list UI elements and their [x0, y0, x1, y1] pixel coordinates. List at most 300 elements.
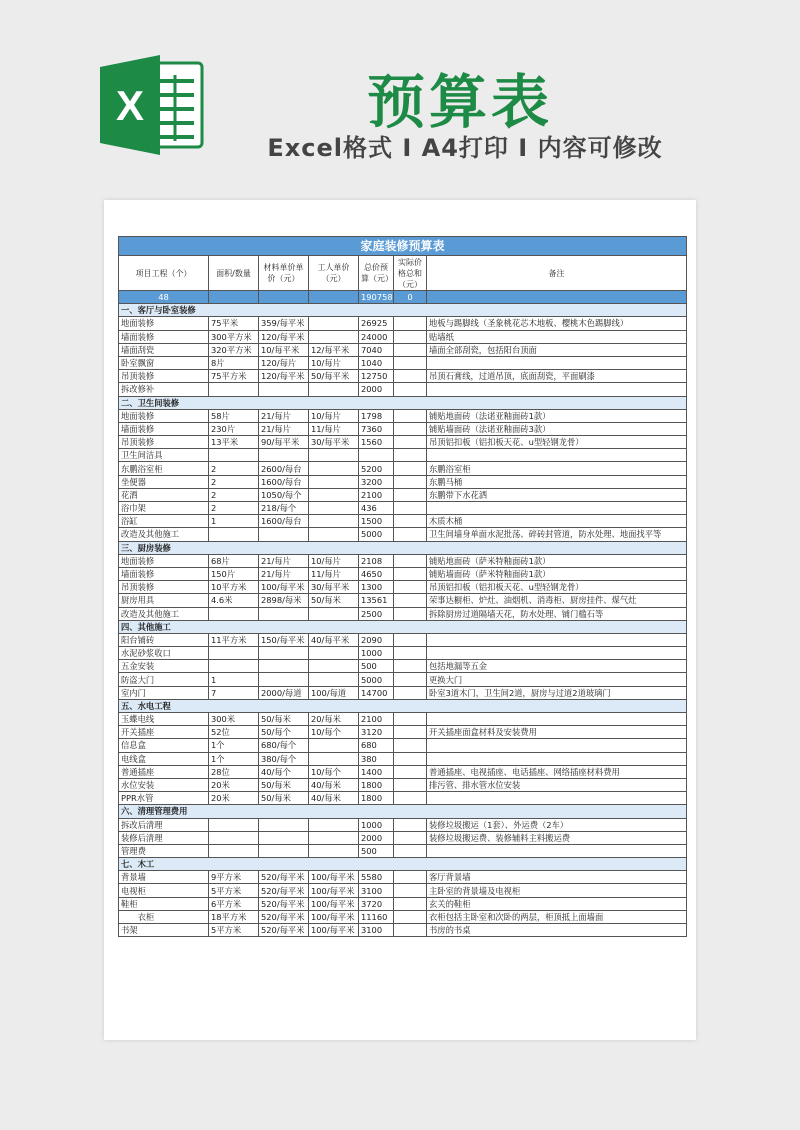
table-cell[interactable]: 卫生间洁具: [119, 449, 209, 462]
section-title[interactable]: 二、卫生间装修: [119, 396, 687, 409]
table-cell[interactable]: 230片: [209, 422, 259, 435]
table-cell[interactable]: 100/每平米: [309, 871, 359, 884]
table-cell[interactable]: 20/每米: [309, 713, 359, 726]
table-cell[interactable]: [394, 924, 427, 937]
table-cell[interactable]: 铺贴地面砖（萨米特釉面砖1款）: [427, 554, 687, 567]
table-cell[interactable]: 1040: [359, 356, 394, 369]
table-cell[interactable]: 拆除厨房过道隔墙天花，防水处理、铺门槛石等: [427, 607, 687, 620]
table-cell[interactable]: [394, 567, 427, 580]
table-cell[interactable]: 3200: [359, 475, 394, 488]
table-cell[interactable]: 1个: [209, 739, 259, 752]
table-cell[interactable]: 120/每平米: [259, 370, 309, 383]
table-cell[interactable]: 2500: [359, 607, 394, 620]
table-cell[interactable]: 2: [209, 462, 259, 475]
table-cell[interactable]: 150/每平米: [259, 633, 309, 646]
table-cell[interactable]: [394, 673, 427, 686]
table-cell[interactable]: 520/每平米: [259, 884, 309, 897]
table-cell[interactable]: 排污管、排水管水位安装: [427, 778, 687, 791]
table-cell[interactable]: 24000: [359, 330, 394, 343]
table-cell[interactable]: [259, 844, 309, 857]
table-cell[interactable]: 9平方米: [209, 871, 259, 884]
table-cell[interactable]: 2: [209, 475, 259, 488]
table-cell[interactable]: [309, 488, 359, 501]
table-cell[interactable]: 7040: [359, 343, 394, 356]
table-cell[interactable]: 室内门: [119, 686, 209, 699]
table-cell[interactable]: 2100: [359, 488, 394, 501]
total-cell[interactable]: 190758: [359, 291, 394, 304]
column-header[interactable]: 材料单价单价（元）: [259, 256, 309, 291]
table-cell[interactable]: [427, 356, 687, 369]
table-cell[interactable]: 20米: [209, 778, 259, 791]
table-cell[interactable]: 装修垃圾搬运费、装修辅料主料搬运费: [427, 831, 687, 844]
table-cell[interactable]: [209, 647, 259, 660]
table-cell[interactable]: [359, 449, 394, 462]
table-cell[interactable]: 地面装修: [119, 554, 209, 567]
table-cell[interactable]: 3100: [359, 884, 394, 897]
table-cell[interactable]: 衣柜包括主卧室和次卧的两层，柜顶抵上面墙面: [427, 910, 687, 923]
table-cell[interactable]: 1800: [359, 792, 394, 805]
table-cell[interactable]: [394, 422, 427, 435]
table-cell[interactable]: 管理费: [119, 844, 209, 857]
table-cell[interactable]: 2090: [359, 633, 394, 646]
table-cell[interactable]: 2100: [359, 713, 394, 726]
table-cell[interactable]: 铺贴墙面砖（法诺亚釉面砖3款）: [427, 422, 687, 435]
table-cell[interactable]: 380/每个: [259, 752, 309, 765]
table-cell[interactable]: 东鹏带下水花洒: [427, 488, 687, 501]
table-cell[interactable]: 5000: [359, 673, 394, 686]
total-cell[interactable]: [209, 291, 259, 304]
table-cell[interactable]: [209, 449, 259, 462]
table-cell[interactable]: [394, 752, 427, 765]
table-cell[interactable]: [394, 778, 427, 791]
table-cell[interactable]: 20米: [209, 792, 259, 805]
table-cell[interactable]: 1300: [359, 581, 394, 594]
table-cell[interactable]: [394, 844, 427, 857]
table-cell[interactable]: 5平方米: [209, 884, 259, 897]
table-cell[interactable]: [394, 343, 427, 356]
table-cell[interactable]: [394, 633, 427, 646]
table-cell[interactable]: 吊顶装修: [119, 370, 209, 383]
table-cell[interactable]: 贴墙纸: [427, 330, 687, 343]
table-cell[interactable]: 100/每平米: [309, 910, 359, 923]
table-cell[interactable]: [309, 673, 359, 686]
table-cell[interactable]: 普通插座: [119, 765, 209, 778]
table-cell[interactable]: 11/每片: [309, 567, 359, 580]
table-cell[interactable]: 13561: [359, 594, 394, 607]
table-cell[interactable]: 21/每片: [259, 409, 309, 422]
table-cell[interactable]: 吊顶石膏线，过道吊顶，底面刮瓷，平面刷漆: [427, 370, 687, 383]
column-header[interactable]: 总价预算（元）: [359, 256, 394, 291]
table-cell[interactable]: [309, 317, 359, 330]
table-cell[interactable]: [309, 330, 359, 343]
table-cell[interactable]: 18平方米: [209, 910, 259, 923]
table-cell[interactable]: 4.6米: [209, 594, 259, 607]
table-cell[interactable]: 1: [209, 515, 259, 528]
table-cell[interactable]: 21/每片: [259, 554, 309, 567]
table-cell[interactable]: 铺贴墙面砖（萨米特釉面砖1款）: [427, 567, 687, 580]
table-cell[interactable]: [309, 607, 359, 620]
table-cell[interactable]: [209, 818, 259, 831]
table-cell[interactable]: 10/每片: [309, 356, 359, 369]
table-cell[interactable]: [394, 897, 427, 910]
column-header[interactable]: 面积/数量: [209, 256, 259, 291]
table-cell[interactable]: [394, 910, 427, 923]
table-cell[interactable]: [394, 317, 427, 330]
table-cell[interactable]: [427, 647, 687, 660]
table-cell[interactable]: 500: [359, 660, 394, 673]
table-cell[interactable]: [209, 844, 259, 857]
table-cell[interactable]: 100/每平米: [309, 897, 359, 910]
table-cell[interactable]: 520/每平米: [259, 897, 309, 910]
table-cell[interactable]: [394, 370, 427, 383]
section-title[interactable]: 六、清理管理费用: [119, 805, 687, 818]
table-cell[interactable]: [309, 818, 359, 831]
table-cell[interactable]: 13平米: [209, 436, 259, 449]
table-cell[interactable]: 120/每片: [259, 356, 309, 369]
section-title[interactable]: 三、厨房装修: [119, 541, 687, 554]
table-cell[interactable]: [259, 818, 309, 831]
table-cell[interactable]: 背景墙: [119, 871, 209, 884]
table-cell[interactable]: [259, 660, 309, 673]
table-cell[interactable]: [427, 844, 687, 857]
table-cell[interactable]: [309, 475, 359, 488]
total-cell[interactable]: [259, 291, 309, 304]
table-cell[interactable]: 普通插座、电视插座、电话插座、网络插座材料费用: [427, 765, 687, 778]
table-cell[interactable]: 26925: [359, 317, 394, 330]
table-cell[interactable]: [394, 831, 427, 844]
table-cell[interactable]: 1800: [359, 778, 394, 791]
table-cell[interactable]: 500: [359, 844, 394, 857]
table-cell[interactable]: 五金安装: [119, 660, 209, 673]
table-cell[interactable]: [394, 818, 427, 831]
table-cell[interactable]: [259, 528, 309, 541]
table-cell[interactable]: [259, 647, 309, 660]
table-cell[interactable]: 阳台铺砖: [119, 633, 209, 646]
table-cell[interactable]: 木质木桶: [427, 515, 687, 528]
table-cell[interactable]: [394, 871, 427, 884]
table-cell[interactable]: [427, 713, 687, 726]
table-cell[interactable]: 150片: [209, 567, 259, 580]
table-cell[interactable]: 10/每平米: [259, 343, 309, 356]
table-cell[interactable]: 300米: [209, 713, 259, 726]
table-cell[interactable]: [309, 502, 359, 515]
table-cell[interactable]: 2: [209, 488, 259, 501]
table-cell[interactable]: 520/每平米: [259, 910, 309, 923]
table-cell[interactable]: 50/每米: [259, 792, 309, 805]
table-cell[interactable]: 东鹏浴室柜: [427, 462, 687, 475]
table-cell[interactable]: 1600/每台: [259, 515, 309, 528]
table-cell[interactable]: 浴缸: [119, 515, 209, 528]
table-cell[interactable]: 8片: [209, 356, 259, 369]
table-cell[interactable]: 30/每平米: [309, 436, 359, 449]
table-cell[interactable]: 3120: [359, 726, 394, 739]
table-cell[interactable]: 客厅背景墙: [427, 871, 687, 884]
table-cell[interactable]: 墙面装修: [119, 422, 209, 435]
table-cell[interactable]: [394, 554, 427, 567]
table-cell[interactable]: 墙面刮瓷: [119, 343, 209, 356]
table-cell[interactable]: 花洒: [119, 488, 209, 501]
table-cell[interactable]: 11平方米: [209, 633, 259, 646]
table-cell[interactable]: 铺贴地面砖（法诺亚釉面砖1款）: [427, 409, 687, 422]
table-cell[interactable]: 50/每米: [309, 594, 359, 607]
table-cell[interactable]: 75平米: [209, 317, 259, 330]
table-cell[interactable]: 装修垃圾搬运（1套）、外运费（2车）: [427, 818, 687, 831]
table-cell[interactable]: [259, 831, 309, 844]
table-cell[interactable]: 书架: [119, 924, 209, 937]
table-cell[interactable]: 520/每平米: [259, 871, 309, 884]
table-cell[interactable]: [394, 462, 427, 475]
total-cell[interactable]: 0: [394, 291, 427, 304]
table-cell[interactable]: 4650: [359, 567, 394, 580]
table-cell[interactable]: [394, 792, 427, 805]
table-cell[interactable]: 11160: [359, 910, 394, 923]
total-cell[interactable]: [427, 291, 687, 304]
table-cell[interactable]: [309, 449, 359, 462]
table-cell[interactable]: 信息盒: [119, 739, 209, 752]
table-cell[interactable]: 地面装修: [119, 317, 209, 330]
column-header[interactable]: 实际价格总和（元）: [394, 256, 427, 291]
table-cell[interactable]: 鞋柜: [119, 897, 209, 910]
table-cell[interactable]: [394, 409, 427, 422]
total-cell[interactable]: 48: [119, 291, 209, 304]
table-cell[interactable]: [209, 831, 259, 844]
table-cell[interactable]: 衣柜: [119, 910, 209, 923]
table-cell[interactable]: 装修后清理: [119, 831, 209, 844]
table-cell[interactable]: 水位安装: [119, 778, 209, 791]
table-cell[interactable]: 2000: [359, 831, 394, 844]
table-cell[interactable]: [427, 633, 687, 646]
table-cell[interactable]: [394, 383, 427, 396]
table-cell[interactable]: 5000: [359, 528, 394, 541]
table-cell[interactable]: [309, 660, 359, 673]
table-cell[interactable]: 680/每个: [259, 739, 309, 752]
table-cell[interactable]: 2: [209, 502, 259, 515]
section-title[interactable]: 五、水电工程: [119, 699, 687, 712]
table-cell[interactable]: 1个: [209, 752, 259, 765]
table-cell[interactable]: 10/每个: [309, 765, 359, 778]
table-cell[interactable]: [427, 449, 687, 462]
total-cell[interactable]: [309, 291, 359, 304]
table-cell[interactable]: [209, 383, 259, 396]
table-cell[interactable]: 2108: [359, 554, 394, 567]
table-cell[interactable]: 3100: [359, 924, 394, 937]
table-cell[interactable]: [427, 792, 687, 805]
section-title[interactable]: 七、木工: [119, 858, 687, 871]
table-cell[interactable]: 1798: [359, 409, 394, 422]
column-header[interactable]: 项目工程（个）: [119, 256, 209, 291]
table-cell[interactable]: 50/每米: [259, 778, 309, 791]
table-cell[interactable]: 1560: [359, 436, 394, 449]
table-cell[interactable]: 地板与踢脚线（圣象桃花芯木地板、樱桃木色踢脚线）: [427, 317, 687, 330]
table-cell[interactable]: 520/每平米: [259, 924, 309, 937]
table-cell[interactable]: 吊顶铝扣板（铝扣板天花、u型轻钢龙骨）: [427, 436, 687, 449]
table-cell[interactable]: [259, 383, 309, 396]
table-cell[interactable]: 1000: [359, 647, 394, 660]
table-cell[interactable]: [394, 726, 427, 739]
table-cell[interactable]: [394, 765, 427, 778]
table-cell[interactable]: 10/每片: [309, 554, 359, 567]
table-cell[interactable]: 100/每平米: [309, 924, 359, 937]
table-cell[interactable]: 吊顶铝扣板（铝扣板天花、u型轻钢龙骨）: [427, 581, 687, 594]
table-cell[interactable]: 30/每平米: [309, 581, 359, 594]
table-cell[interactable]: [309, 739, 359, 752]
table-cell[interactable]: 50/每平米: [309, 370, 359, 383]
column-header[interactable]: 备注: [427, 256, 687, 291]
table-cell[interactable]: 荣事达橱柜、炉灶、油烟机、消毒柜、厨房挂件、煤气灶: [427, 594, 687, 607]
table-cell[interactable]: 拆改后清理: [119, 818, 209, 831]
table-cell[interactable]: 5平方米: [209, 924, 259, 937]
table-cell[interactable]: 1: [209, 673, 259, 686]
table-cell[interactable]: 10/每个: [309, 726, 359, 739]
table-cell[interactable]: [394, 686, 427, 699]
table-cell[interactable]: 50/每米: [259, 713, 309, 726]
table-cell[interactable]: 防盗大门: [119, 673, 209, 686]
table-cell[interactable]: 12750: [359, 370, 394, 383]
table-cell[interactable]: [394, 739, 427, 752]
table-cell[interactable]: [394, 475, 427, 488]
table-cell[interactable]: [259, 607, 309, 620]
table-cell[interactable]: 更换大门: [427, 673, 687, 686]
table-cell[interactable]: [394, 607, 427, 620]
budget-table[interactable]: [118, 236, 687, 937]
table-cell[interactable]: 墙面全部刮瓷，包括阳台顶面: [427, 343, 687, 356]
table-cell[interactable]: 2000: [359, 383, 394, 396]
section-title[interactable]: 一、客厅与卧室装修: [119, 304, 687, 317]
table-cell[interactable]: 90/每平米: [259, 436, 309, 449]
table-cell[interactable]: [394, 449, 427, 462]
table-cell[interactable]: 10平方米: [209, 581, 259, 594]
table-cell[interactable]: 水泥砂浆收口: [119, 647, 209, 660]
table-cell[interactable]: [309, 383, 359, 396]
table-cell[interactable]: 7: [209, 686, 259, 699]
table-cell[interactable]: 380: [359, 752, 394, 765]
table-cell[interactable]: 电线盒: [119, 752, 209, 765]
table-cell[interactable]: [394, 594, 427, 607]
table-cell[interactable]: 7360: [359, 422, 394, 435]
table-cell[interactable]: 开关插座面盒材料及安装费用: [427, 726, 687, 739]
table-cell[interactable]: 浴巾架: [119, 502, 209, 515]
table-cell[interactable]: 开关插座: [119, 726, 209, 739]
table-cell[interactable]: 680: [359, 739, 394, 752]
table-cell[interactable]: 436: [359, 502, 394, 515]
table-cell[interactable]: 卧室3道木门，卫生间2道，厨房与过道2道玻璃门: [427, 686, 687, 699]
table-cell[interactable]: [394, 581, 427, 594]
column-header[interactable]: 工人单价（元）: [309, 256, 359, 291]
table-cell[interactable]: 东鹏浴室柜: [119, 462, 209, 475]
table-cell[interactable]: [394, 436, 427, 449]
table-cell[interactable]: [427, 752, 687, 765]
table-cell[interactable]: [209, 607, 259, 620]
table-cell[interactable]: 坐便器: [119, 475, 209, 488]
table-cell[interactable]: 书房的书桌: [427, 924, 687, 937]
table-cell[interactable]: 40/每米: [309, 778, 359, 791]
table-cell[interactable]: 75平方米: [209, 370, 259, 383]
table-cell[interactable]: 5580: [359, 871, 394, 884]
table-cell[interactable]: 120/每平米: [259, 330, 309, 343]
table-cell[interactable]: 6平方米: [209, 897, 259, 910]
table-cell[interactable]: [394, 884, 427, 897]
table-cell[interactable]: 40/每个: [259, 765, 309, 778]
table-cell[interactable]: [394, 502, 427, 515]
table-cell[interactable]: 12/每平米: [309, 343, 359, 356]
table-cell[interactable]: 11/每片: [309, 422, 359, 435]
table-cell[interactable]: 2000/每道: [259, 686, 309, 699]
table-cell[interactable]: [309, 647, 359, 660]
table-cell[interactable]: [394, 515, 427, 528]
table-cell[interactable]: 28位: [209, 765, 259, 778]
table-cell[interactable]: 100/每道: [309, 686, 359, 699]
table-cell[interactable]: 1600/每台: [259, 475, 309, 488]
table-cell[interactable]: 300平方米: [209, 330, 259, 343]
table-cell[interactable]: 卧室飘窗: [119, 356, 209, 369]
table-cell[interactable]: 厨房用具: [119, 594, 209, 607]
table-cell[interactable]: [309, 515, 359, 528]
table-cell[interactable]: 40/每米: [309, 792, 359, 805]
table-cell[interactable]: 21/每片: [259, 567, 309, 580]
table-cell[interactable]: [427, 502, 687, 515]
table-cell[interactable]: 40/每平米: [309, 633, 359, 646]
table-cell[interactable]: 玄关的鞋柜: [427, 897, 687, 910]
table-cell[interactable]: PPR水管: [119, 792, 209, 805]
table-cell[interactable]: 1000: [359, 818, 394, 831]
table-cell[interactable]: 墙面装修: [119, 567, 209, 580]
table-cell[interactable]: [309, 844, 359, 857]
table-cell[interactable]: 52位: [209, 726, 259, 739]
section-title[interactable]: 四、其他施工: [119, 620, 687, 633]
table-cell[interactable]: 14700: [359, 686, 394, 699]
table-cell[interactable]: [394, 330, 427, 343]
table-cell[interactable]: 东鹏马桶: [427, 475, 687, 488]
table-cell[interactable]: 卫生间墙身单面水泥批荡、碎砖封管道，防水处理、地面找平等: [427, 528, 687, 541]
table-cell[interactable]: 包括地漏等五金: [427, 660, 687, 673]
table-cell[interactable]: [394, 528, 427, 541]
table-cell[interactable]: [394, 713, 427, 726]
table-cell[interactable]: [427, 383, 687, 396]
table-cell[interactable]: 吊顶装修: [119, 436, 209, 449]
table-cell[interactable]: 吊顶装修: [119, 581, 209, 594]
table-cell[interactable]: 100/每平米: [309, 884, 359, 897]
table-cell[interactable]: [427, 739, 687, 752]
table-cell[interactable]: [309, 528, 359, 541]
table-cell[interactable]: 1050/每个: [259, 488, 309, 501]
table-cell[interactable]: [309, 752, 359, 765]
table-cell[interactable]: 359/每平米: [259, 317, 309, 330]
table-cell[interactable]: 1400: [359, 765, 394, 778]
table-cell[interactable]: 改造及其他施工: [119, 528, 209, 541]
table-cell[interactable]: 主卧室的背景墙及电视柜: [427, 884, 687, 897]
table-cell[interactable]: 墙面装修: [119, 330, 209, 343]
table-cell[interactable]: [394, 488, 427, 501]
table-cell[interactable]: 2898/每米: [259, 594, 309, 607]
table-cell[interactable]: [394, 660, 427, 673]
table-cell[interactable]: 320平方米: [209, 343, 259, 356]
table-cell[interactable]: 68片: [209, 554, 259, 567]
table-cell[interactable]: 50/每个: [259, 726, 309, 739]
table-cell[interactable]: [309, 831, 359, 844]
table-cell[interactable]: 10/每片: [309, 409, 359, 422]
table-cell[interactable]: [309, 462, 359, 475]
table-cell[interactable]: [394, 356, 427, 369]
table-cell[interactable]: 拆改修补: [119, 383, 209, 396]
table-cell[interactable]: [209, 528, 259, 541]
table-cell[interactable]: 3720: [359, 897, 394, 910]
table-cell[interactable]: 58片: [209, 409, 259, 422]
table-cell[interactable]: [394, 647, 427, 660]
table-cell[interactable]: 电视柜: [119, 884, 209, 897]
table-cell[interactable]: 218/每个: [259, 502, 309, 515]
table-cell[interactable]: 玉蝶电线: [119, 713, 209, 726]
table-cell[interactable]: [259, 449, 309, 462]
